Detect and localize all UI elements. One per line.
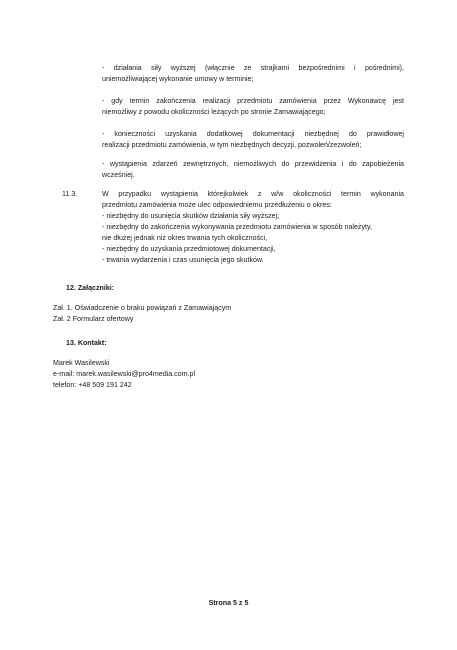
text-line: nie dłużej jednak niż okres trwania tych okoliczności, xyxy=(102,234,268,242)
text-line: - konieczności uzyskania dodatkowej dokumentacji niezbędnej do prawidłowej xyxy=(102,130,404,138)
contact-name: Marek Wasilewski xyxy=(53,359,110,367)
text-line: - trwania wydarzenia i czas usunięcia jego skutków. xyxy=(102,256,264,264)
text-line: wcześniej. xyxy=(102,171,135,179)
section-11-3-text xyxy=(102,189,404,266)
text-line: uniemożliwiającej wykonanie umowy w terminie; xyxy=(102,75,254,83)
contact-email: e-mail: marek.wasilewski@pro4media.com.pl xyxy=(53,370,196,378)
text-line: - niezbędny do usunięcia skutków działania siły wyższej; xyxy=(102,212,280,220)
contact-block xyxy=(53,358,195,391)
text-line: realizacji przedmiotu zamówienia, w tym niezbędnych decyzji, pozwoleń/zezwoleń; xyxy=(102,141,362,149)
bullet-employer-delay xyxy=(102,96,404,118)
bullet-documentation xyxy=(102,129,404,151)
text-line: - wystąpienia zdarzeń zewnętrznych, niemożliwych do przewidzenia i do zapobieżenia xyxy=(102,160,404,168)
contact-phone: telefon: +48 509 191 242 xyxy=(53,381,132,389)
contact-heading: 13. Kontakt: xyxy=(66,339,107,347)
attachment-item: Zał. 1. Oświadczenie o braku powiązań z Zamawiającym xyxy=(53,304,232,312)
bullet-force-majeure xyxy=(102,63,404,85)
page-number: Strona 5 z 5 xyxy=(208,599,249,607)
attachments-list xyxy=(53,303,231,325)
text-line: - niezbędny do zakończenia wykonywania przedmiotu zamówienia w sposób należyty, xyxy=(102,223,372,231)
text-line: - gdy termin zakończenia realizacji przedmiotu zamówienia przez Wykonawcę jest xyxy=(102,97,404,105)
text-line: - niezbędny do uzyskania przedmiotowej dokumentacji, xyxy=(102,245,276,253)
text-line: przedmiotu zamówienia może ulec odpowiedniemu przedłużeniu o okres: xyxy=(102,201,332,209)
section-number: 11.3. xyxy=(62,190,78,198)
text-line: - działania siły wyższej (włącznie ze strajkami bezpośrednimi i pośrednimi), xyxy=(102,64,404,72)
attachment-item: Zał. 2 Formularz ofertowy xyxy=(53,315,134,323)
attachments-heading: 12. Załączniki: xyxy=(66,284,115,292)
text-line: niemożliwy z powodu okoliczności leżących po stronie Zamawiającego; xyxy=(102,108,326,116)
bullet-external-events xyxy=(102,159,404,181)
text-line: W przypadku wystąpienia którejkolwiek z w/w okoliczności termin wykonania xyxy=(102,190,404,198)
